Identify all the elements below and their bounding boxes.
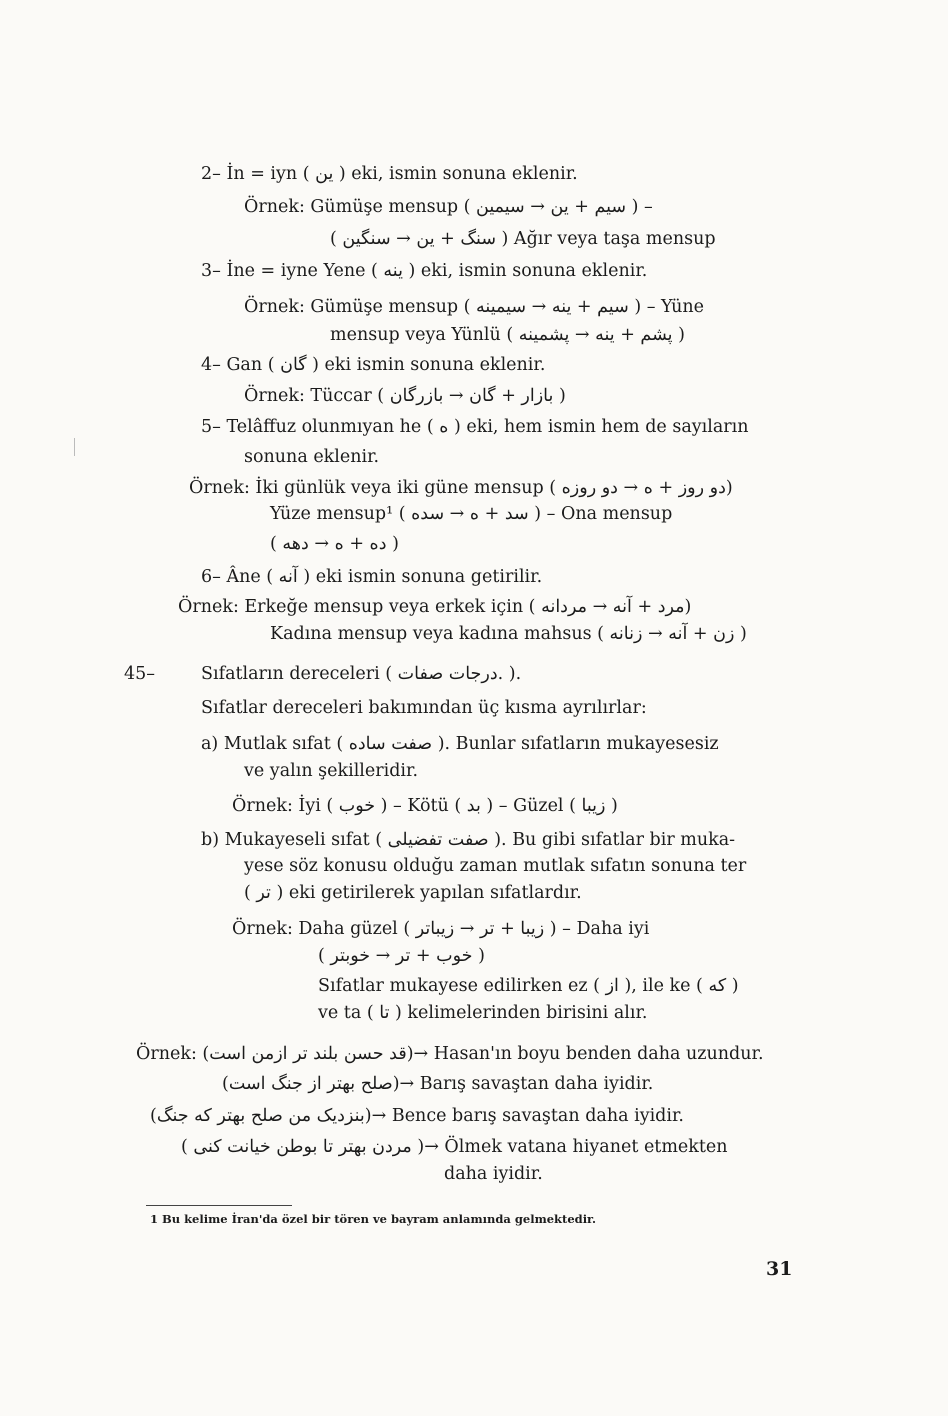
text-line: ve yalın şekilleridir.: [244, 761, 419, 781]
text-line: ve ta ( تا ) kelimelerinden birisini alır.: [318, 1003, 648, 1023]
text-line: 6– Âne ( آنه ) eki ismin sonuna getirilir.: [201, 567, 543, 587]
text-line: Sıfatlar dereceleri bakımından üç kısma ayrılırlar:: [201, 698, 647, 718]
text-line: Örnek: İki günlük veya iki güne mensup ( دو روز + ه → دو روزه): [189, 478, 733, 498]
text-line: ( سنگ + ین → سنگین ) Ağır veya taşa mensup: [330, 229, 716, 249]
text-line: (صلح بهتر از جنگ است)→ Barış savaştan daha iyidir.: [222, 1074, 654, 1094]
text-line: ( مردن بهتر تا بوطن خیانت کنی )→ Ölmek vatana hiyanet etmekten: [181, 1137, 728, 1157]
text-line: 3– İne = iyne Yene ( ینه ) eki, ismin sonuna eklenir.: [201, 261, 648, 281]
text-line: Örnek: Tüccar ( بازار + گان → بازرگان ): [244, 386, 566, 406]
footnote: 1 Bu kelime İran'da özel bir tören ve bayram anlamında gelmektedir.: [150, 1212, 597, 1226]
text-line: Yüze mensup¹ ( سد + ه → سده ) – Ona mensup: [270, 504, 673, 524]
text-line: b) Mukayeseli sıfat ( صفت تفضیلی ). Bu gibi sıfatlar bir muka-: [201, 830, 736, 850]
text-line: 45–: [124, 664, 156, 684]
text-line: sonuna eklenir.: [244, 447, 380, 467]
text-line: yese söz konusu olduğu zaman mutlak sıfatın sonuna ter: [244, 856, 747, 876]
text-line: Örnek: Erkeğe mensup veya erkek için ( مرد + آنه → مردانه): [178, 597, 692, 617]
text-line: mensup veya Yünlü ( پشم + ینه → پشمینه ): [330, 325, 685, 345]
text-line: 4– Gan ( گان ) eki ismin sonuna eklenir.: [201, 355, 546, 375]
text-line: (بنزدیک من صلح بهتر که جنگ)→ Bence barış savaştan daha iyidir.: [150, 1106, 684, 1126]
text-line: ( ده + ه → دهه ): [270, 534, 399, 554]
text-line: 2– İn = iyn ( ین ) eki, ismin sonuna eklenir.: [201, 164, 578, 184]
text-line: ( تر ) eki getirilerek yapılan sıfatlardır.: [244, 883, 582, 903]
text-line: 5– Telâffuz olunmıyan he ( ه ) eki, hem ismin hem de sayıların: [201, 417, 749, 437]
text-line: Örnek: (قد حسن بلند تر ازمن است)→ Hasan'ın boyu benden daha uzundur.: [136, 1044, 764, 1064]
text-line: Örnek: Daha güzel ( زیبا + تر → زیباتر ) – Daha iyi: [232, 919, 650, 939]
text-line: Örnek: Gümüşe mensup ( سیم + ینه → سیمینه ) – Yüne: [244, 297, 704, 317]
text-line: ( خوب + تر → خوبتر ): [318, 946, 485, 966]
text-line: Sıfatların dereceleri ( درجات صفات. ).: [201, 664, 522, 684]
text-line: a) Mutlak sıfat ( صفت ساده ). Bunlar sıfatların mukayesesiz: [201, 734, 719, 754]
text-line: Örnek: Gümüşe mensup ( سیم + ین → سیمین ) –: [244, 197, 653, 217]
margin-mark: [74, 438, 75, 456]
text-line: Örnek: İyi ( خوب ) – Kötü ( بد ) – Güzel ( زیبا ): [232, 796, 618, 816]
text-line: Kadına mensup veya kadına mahsus ( زن + آنه → زنانه ): [270, 624, 747, 644]
text-line: daha iyidir.: [444, 1164, 543, 1184]
page-number: 31: [766, 1258, 793, 1280]
footnote-rule: [146, 1205, 292, 1206]
text-line: Sıfatlar mukayese edilirken ez ( از ), ile ke ( که ): [318, 976, 739, 996]
